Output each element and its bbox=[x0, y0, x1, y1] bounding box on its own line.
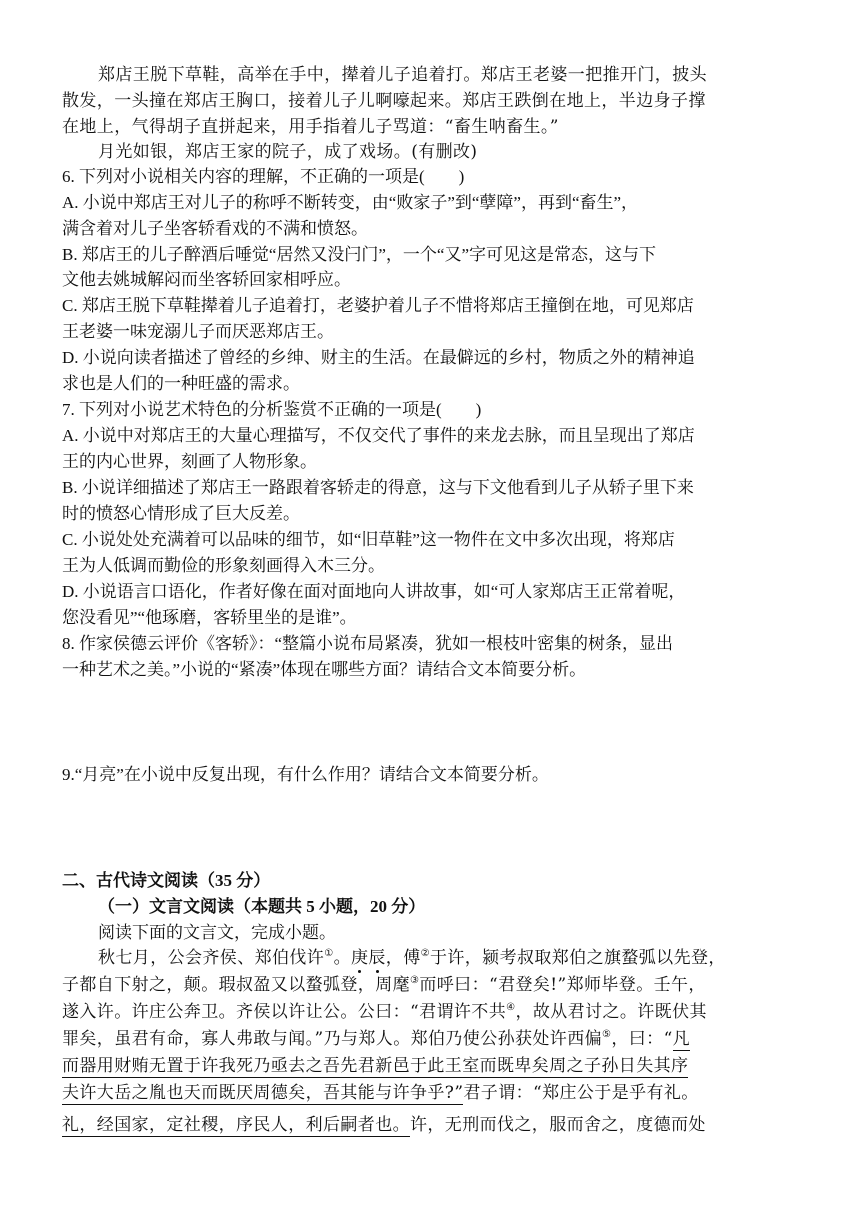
q6-option-d-line1: D. 小说向读者描述了曾经的乡绅、财主的生活。在最僻远的乡村，物质之外的精神追 bbox=[62, 348, 695, 367]
story-p2: 月光如银，郑店王家的院子，成了戏场。(有删改) bbox=[98, 142, 478, 162]
section2-title: 二、古代诗文阅读（35 分） bbox=[62, 871, 271, 890]
section2-subtitle: （一）文言文阅读（本题共 5 小题，20 分） bbox=[98, 897, 426, 916]
q6-option-c-line1: C. 郑店王脱下草鞋撵着儿子追着打，老婆护着儿子不惜将郑店王撞倒在地，可见郑店 bbox=[62, 296, 694, 315]
q6-stem: 6. 下列对小说相关内容的理解，不正确的一项是( ) bbox=[62, 167, 465, 186]
story-p1-line2: 散发，一头撞在郑店王胸口，接着儿子儿啊嚎起来。郑店王跌倒在地上，半边身子撑 bbox=[62, 91, 706, 111]
q7-option-c-line2: 王为人低调而勤俭的形象刻画得入木三分。 bbox=[62, 556, 385, 575]
classical-line7: 礼，经国家，定社稷，序民人，利后嗣者也。许，无刑而伐之，服而舍之，度德而处 bbox=[62, 1115, 706, 1135]
q7-option-b-line1: B. 小说详细描述了郑店王一路跟着客轿走的得意，这与下文他看到儿子从轿子里下来 bbox=[62, 478, 694, 497]
footnote-5-marker: ⑤ bbox=[602, 1029, 612, 1040]
footnote-3-marker: ③ bbox=[410, 975, 420, 986]
classical-line6: 夫许大岳之胤也天而既厌周德矣，吾其能与许争乎?”君子谓：“郑庄公于是乎有礼。 bbox=[62, 1083, 699, 1103]
q6-option-b-line1: B. 郑店王的儿子醉酒后唾觉“居然又没闩门”，一个“又”字可见这是常态，这与下 bbox=[62, 245, 657, 264]
q7-option-b-line2: 时的愤怒心情形成了巨大反差。 bbox=[62, 504, 300, 523]
classical-line4: 罪矣，虽君有命，寡人弗敢与闻。”乃与郑人。郑伯乃使公孙获处许西偏⑤，曰：“凡 bbox=[62, 1029, 691, 1049]
classical-line2: 子都自下射之，颠。瑕叔盈又以蝥弧登，周麾③而呼曰：“君登矣!”郑师毕登。壬午， bbox=[62, 975, 706, 995]
q7-option-c-line1: C. 小说处处充满着可以品味的细节，如“旧草鞋”这一物件在文中多次出现，将郑店 bbox=[62, 530, 675, 549]
q8-line1: 8. 作家侯德云评价《客轿》：“整篇小说布局紧凑，犹如一根枝叶密集的树条，显出 bbox=[62, 634, 674, 653]
q6-option-b-line2: 文他去姚城解闷而坐客轿回家相呼应。 bbox=[62, 270, 351, 289]
classical-line5 bbox=[62, 1054, 688, 1078]
emphasis-char: 辰 bbox=[368, 948, 386, 968]
footnote-1-marker: ① bbox=[324, 948, 334, 959]
q7-option-a-line2: 王的内心世界，刻画了人物形象。 bbox=[62, 452, 317, 471]
underlined-passage: 凡 bbox=[672, 1029, 691, 1049]
q6-option-c-line2: 王老婆一味宠溺儿子而厌恶郑店王。 bbox=[62, 322, 334, 341]
story-p1-line1: 郑店王脱下草鞋，高举在手中，撵着儿子追着打。郑店王老婆一把推开门，披头 bbox=[98, 65, 707, 85]
classical-line3: 遂入许。许庄公奔卫。齐侯以许让公。公曰：“君谓许不共④，故从君讨之。许既伏其 bbox=[62, 1002, 707, 1022]
classical-line1: 秋七月，公会齐侯、郑伯伐许①。庚辰，傅②于许，颍考叔取郑伯之旗蝥弧以先登， bbox=[98, 948, 726, 968]
underlined-passage: 而器用财贿无置于许我死乃亟去之吾先君新邑于此王室而既卑矣周之子孙日失其序 bbox=[62, 1056, 689, 1076]
q7-stem: 7. 下列对小说艺术特色的分析鉴赏不正确的一项是( ) bbox=[62, 400, 482, 419]
emphasis-char: 庚 bbox=[350, 948, 369, 968]
underlined-passage: 夫许大岳之胤也天而既厌周德矣，吾其能与许争乎?” bbox=[62, 1083, 464, 1103]
q7-option-d-line1: D. 小说语言口语化，作者好像在面对面地向人讲故事，如“可人家郑店王正常着呢， bbox=[62, 582, 686, 601]
q7-option-d-line2: 您没看见”“他琢磨，客轿里坐的是谁”。 bbox=[62, 608, 357, 627]
q7-option-a-line1: A. 小说中对郑店王的大量心理描写，不仅交代了事件的来龙去脉，而且呈现出了郑店 bbox=[62, 426, 695, 445]
story-p1-line3: 在地上，气得胡子直拼起来，用手指着儿子骂道：“畜生呐畜生。” bbox=[62, 117, 559, 137]
q9-line: 9.“月亮”在小说中反复出现，有什么作用？请结合文本简要分析。 bbox=[62, 765, 549, 784]
q6-option-a-line2: 满含着对儿子坐客轿看戏的不满和愤怒。 bbox=[62, 219, 368, 238]
footnote-2-marker: ② bbox=[420, 948, 430, 959]
q6-option-a-line1: A. 小说中郑店王对儿子的称呼不断转变，由“败家子”到“孽障”，再到“畜生”， bbox=[62, 193, 639, 212]
q6-option-d-line2: 求也是人们的一种旺盛的需求。 bbox=[62, 374, 300, 393]
underlined-passage: 礼，经国家，定社稷，序民人，利后嗣者也。 bbox=[62, 1115, 410, 1135]
q8-line2: 一种艺术之美。”小说的“紧凑”体现在哪些方面？请结合文本简要分析。 bbox=[62, 660, 587, 679]
footnote-4-marker: ④ bbox=[506, 1002, 516, 1013]
section2-intro: 阅读下面的文言文，完成小题。 bbox=[98, 923, 336, 942]
